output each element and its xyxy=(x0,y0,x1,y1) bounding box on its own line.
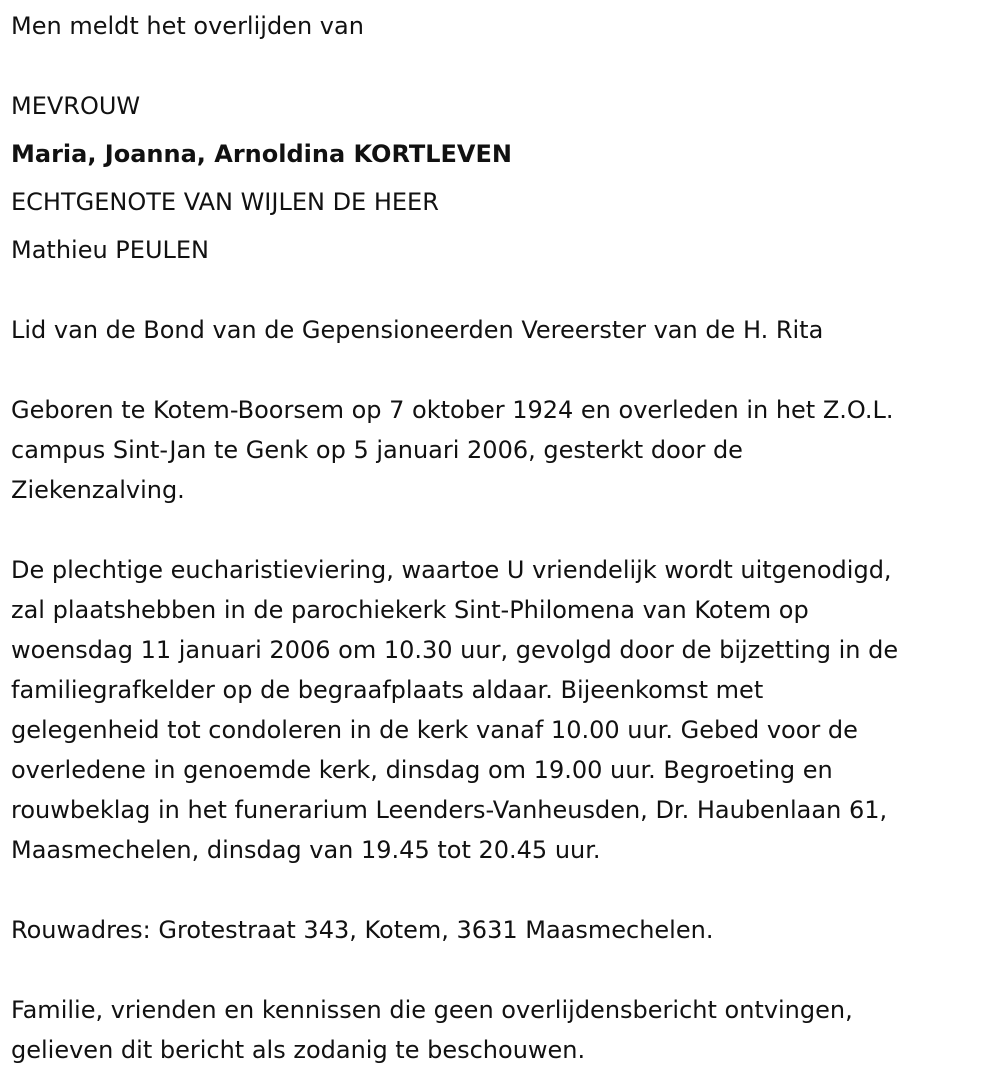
mourning-address: Rouwadres: Grotestraat 343, Kotem, 3631 Maasmechelen. xyxy=(11,916,714,944)
closing-line: Familie, vrienden en kennissen die geen overlijdensbericht ontvingen, xyxy=(11,996,853,1024)
birth-line: campus Sint-Jan te Genk op 5 januari 2006, gesterkt door de xyxy=(11,436,743,464)
spouse-name: Mathieu PEULEN xyxy=(11,236,209,264)
deceased-name: Maria, Joanna, Arnoldina KORTLEVEN xyxy=(11,140,512,168)
birth-paragraph xyxy=(11,390,993,510)
service-paragraph xyxy=(11,550,993,870)
intro-text: Men meldt het overlijden van xyxy=(11,12,364,40)
birth-line: Geboren te Kotem-Boorsem op 7 oktober 1924 en overleden in het Z.O.L. xyxy=(11,396,894,424)
service-line: gelegenheid tot condoleren in de kerk vanaf 10.00 uur. Gebed voor de xyxy=(11,716,858,744)
service-line: De plechtige eucharistieviering, waartoe U vriendelijk wordt uitgenodigd, xyxy=(11,556,892,584)
service-line: rouwbeklag in het funerarium Leenders-Vanheusden, Dr. Haubenlaan 61, xyxy=(11,796,888,824)
service-line: familiegrafkelder op de begraafplaats aldaar. Bijeenkomst met xyxy=(11,676,764,704)
membership-text: Lid van de Bond van de Gepensioneerden Vereerster van de H. Rita xyxy=(11,316,824,344)
birth-line: Ziekenzalving. xyxy=(11,476,185,504)
closing-paragraph xyxy=(11,990,993,1070)
service-line: overledene in genoemde kerk, dinsdag om 19.00 uur. Begroeting en xyxy=(11,756,833,784)
closing-line: gelieven dit bericht als zodanig te beschouwen. xyxy=(11,1036,586,1064)
honorific-title: MEVROUW xyxy=(11,92,141,120)
service-line: zal plaatshebben in de parochiekerk Sint-Philomena van Kotem op xyxy=(11,596,809,624)
spouse-title: ECHTGENOTE VAN WIJLEN DE HEER xyxy=(11,188,439,216)
service-line: woensdag 11 januari 2006 om 10.30 uur, gevolgd door de bijzetting in de xyxy=(11,636,899,664)
service-line: Maasmechelen, dinsdag van 19.45 tot 20.45 uur. xyxy=(11,836,601,864)
